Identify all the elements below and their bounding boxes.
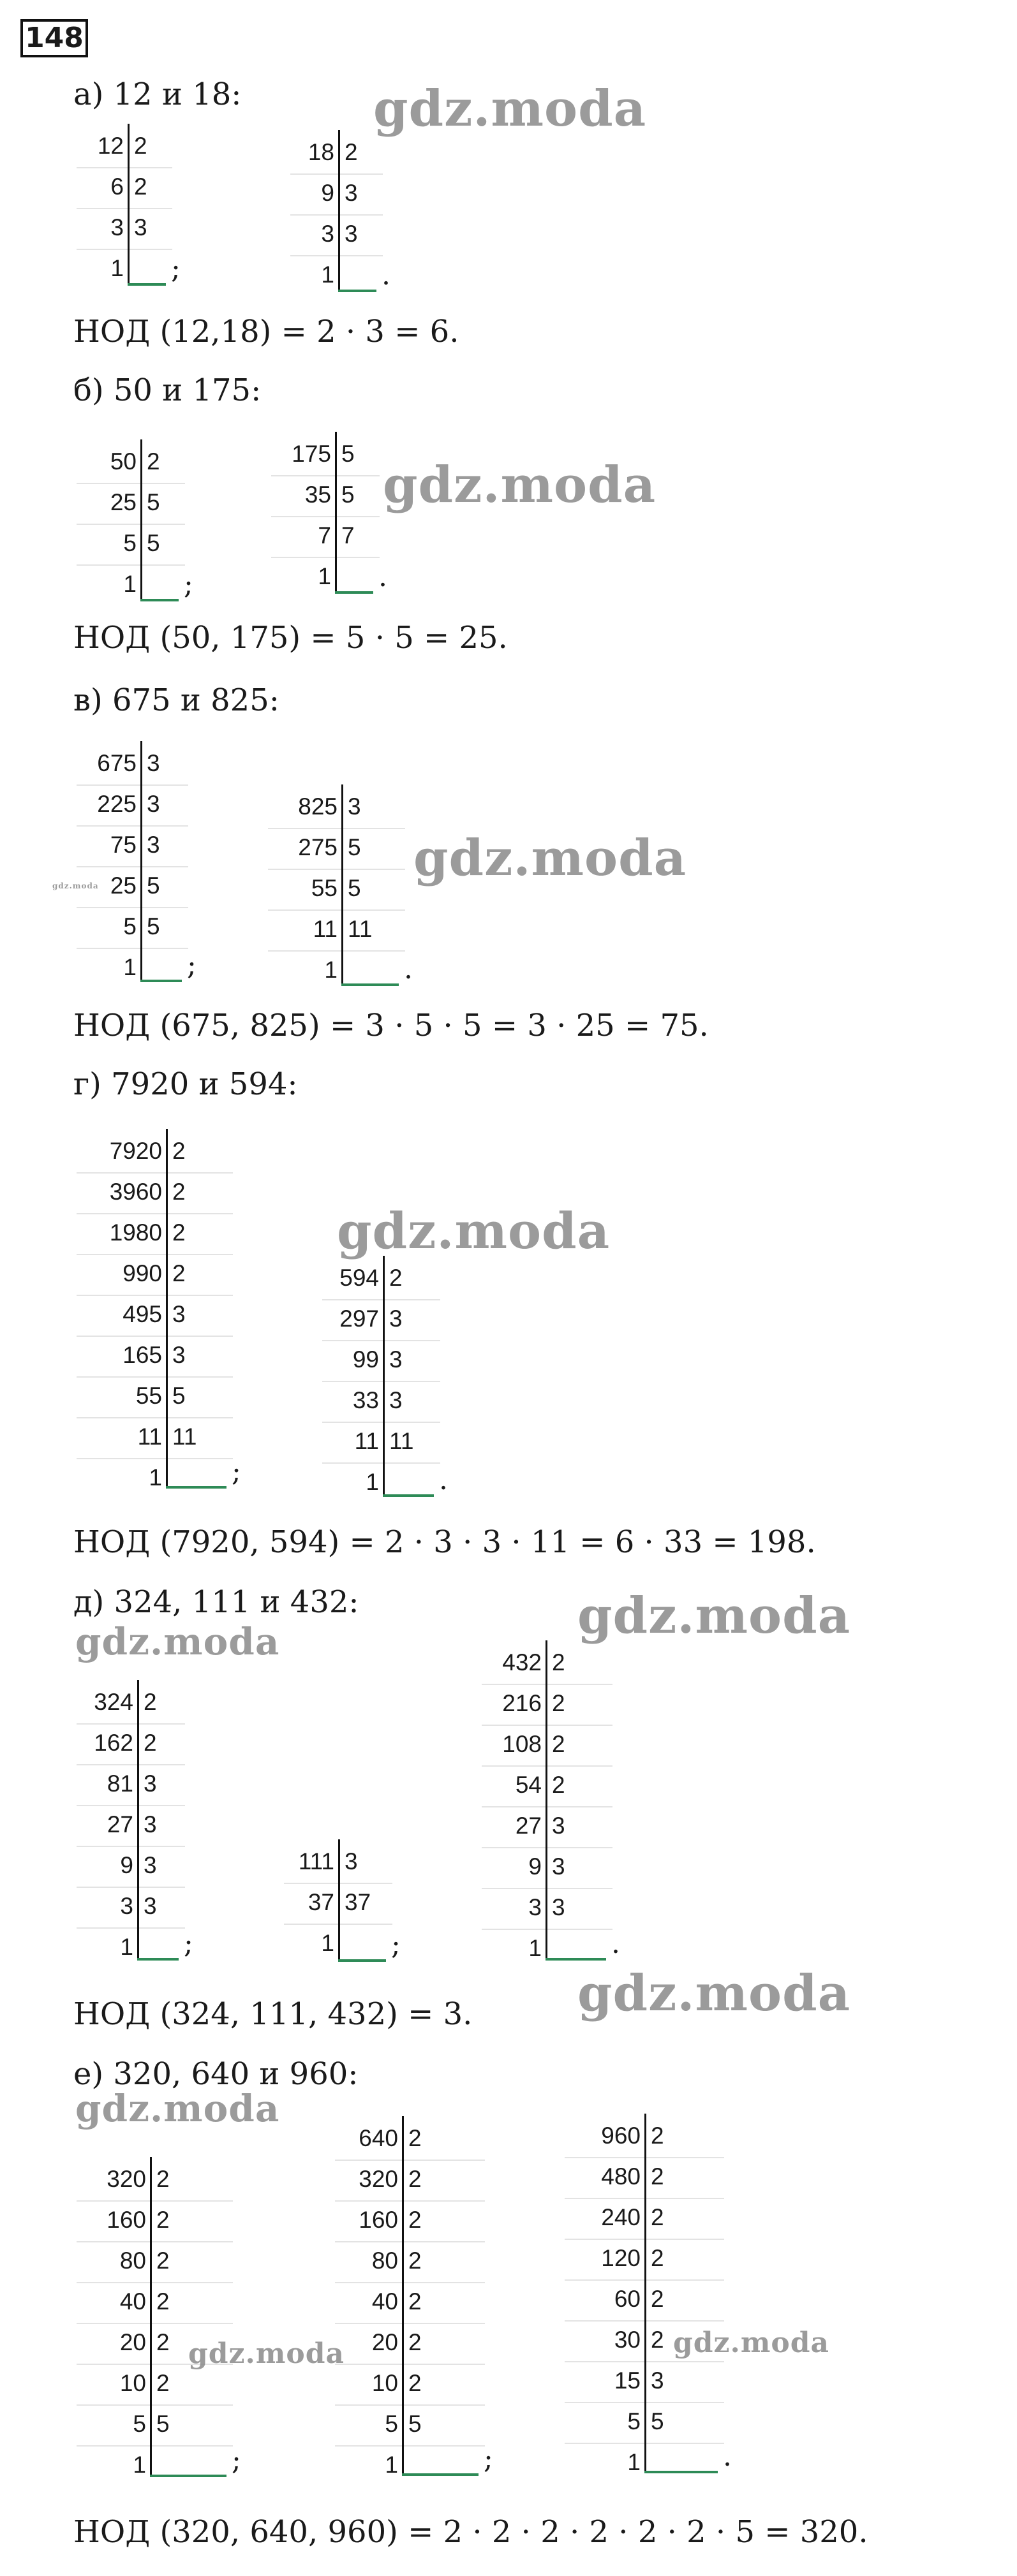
- dividend: 495: [122, 1301, 162, 1327]
- dividend: 37: [308, 1889, 334, 1915]
- prime-factor: 2: [408, 2207, 422, 2233]
- factor-table: [77, 2161, 241, 2486]
- factor-row: [77, 1888, 185, 1929]
- dividend: 1: [321, 261, 334, 288]
- prime-factor: 2: [408, 2166, 422, 2192]
- divider-line: [150, 2157, 152, 2476]
- factor-table: [335, 2120, 493, 2486]
- dividend: 297: [339, 1306, 379, 1332]
- watermark: gdz.moda: [75, 2087, 280, 2130]
- prime-factor: 2: [552, 1772, 565, 1798]
- dividend: 6: [110, 173, 124, 200]
- factor-row: [271, 517, 380, 558]
- prime-factor: 37: [345, 1889, 371, 1915]
- dividend: 27: [107, 1811, 133, 1837]
- watermark: gdz.moda: [383, 456, 657, 514]
- factor-row: [322, 1382, 440, 1423]
- factor-row: [77, 1765, 185, 1806]
- section-e-label: е) 320, 640 и 960:: [73, 2056, 359, 2092]
- dividend: 60: [614, 2286, 641, 2312]
- prime-factor: 5: [147, 530, 160, 556]
- factor-row: [335, 2283, 485, 2324]
- dividend: 324: [94, 1689, 133, 1715]
- dividend: 11: [313, 916, 338, 942]
- prime-factor: 2: [156, 2329, 170, 2355]
- dividend: 1: [528, 1935, 542, 1961]
- dividend: 225: [97, 791, 137, 817]
- factor-row: [77, 2406, 233, 2447]
- prime-factor: 2: [651, 2163, 664, 2190]
- watermark: gdz.moda: [413, 829, 687, 887]
- dividend: 175: [292, 441, 331, 467]
- prime-factor: 3: [552, 1894, 565, 1920]
- prime-factor: 3: [134, 214, 147, 240]
- factor-row: [77, 1214, 233, 1255]
- divider-line: [166, 1129, 168, 1487]
- factor-row: [77, 949, 188, 989]
- factor-row: [77, 1684, 185, 1725]
- factor-row: [77, 1378, 233, 1418]
- dividend: 594: [339, 1265, 379, 1291]
- watermark: gdz.moda: [373, 80, 647, 138]
- factor-table: [482, 1644, 620, 1969]
- dividend: 27: [515, 1813, 542, 1839]
- dividend: 1: [321, 1930, 334, 1956]
- dividend: 5: [627, 2408, 641, 2434]
- divider-line: [546, 1640, 547, 1959]
- prime-factor: 11: [389, 1428, 414, 1454]
- section-g-result: НОД (7920, 594) = 2 · 3 · 3 · 11 = 6 · 33 = 198.: [73, 1524, 816, 1560]
- section-e-result: НОД (320, 640, 960) = 2 · 2 · 2 · 2 · 2 · 2 · 5 = 320.: [73, 2514, 868, 2550]
- table-end-mark: ;: [484, 2443, 493, 2475]
- prime-factor: 3: [389, 1346, 403, 1373]
- section-b-label: б) 50 и 175:: [73, 372, 262, 408]
- prime-factor: 3: [144, 1852, 157, 1878]
- factor-row: [322, 1341, 440, 1382]
- factor-row: [77, 2242, 233, 2283]
- prime-factor: 2: [172, 1260, 186, 1286]
- watermark: gdz.moda: [188, 2337, 345, 2370]
- divider-line: [644, 2114, 646, 2472]
- dividend: 1: [123, 954, 137, 980]
- dividend: 480: [601, 2163, 641, 2190]
- section-g-label: г) 7920 и 594:: [73, 1066, 298, 1102]
- factor-row: [77, 443, 185, 484]
- dividend: 3: [110, 214, 124, 240]
- factor-row: [335, 2242, 485, 2283]
- prime-factor: 2: [651, 2204, 664, 2230]
- prime-factor: 2: [651, 2123, 664, 2149]
- factor-row: [335, 2202, 485, 2242]
- dividend: 1: [366, 1469, 379, 1495]
- prime-factor: 5: [147, 913, 160, 939]
- dividend: 11: [354, 1428, 379, 1454]
- prime-factor: 2: [552, 1690, 565, 1716]
- prime-factor: 3: [144, 1811, 157, 1837]
- dividend: 320: [107, 2166, 146, 2192]
- prime-factor: 2: [144, 1730, 157, 1756]
- dividend: 5: [123, 530, 137, 556]
- dividend: 80: [119, 2248, 146, 2274]
- dividend: 5: [385, 2411, 398, 2437]
- section-d-result: НОД (324, 111, 432) = 3.: [73, 1996, 473, 2032]
- dividend: 40: [119, 2288, 146, 2315]
- factor-row: [77, 1296, 233, 1337]
- table-end-mark: ;: [184, 1927, 193, 1960]
- dividend: 55: [135, 1383, 162, 1409]
- watermark: gdz.moda: [673, 2327, 830, 2359]
- prime-factor: 2: [156, 2248, 170, 2274]
- factor-row: [77, 1133, 233, 1174]
- factor-row: [77, 908, 188, 949]
- factor-row: [335, 2447, 485, 2486]
- section-d-label: д) 324, 111 и 432:: [73, 1584, 359, 1620]
- end-underline: [338, 1959, 386, 1962]
- end-underline: [546, 1958, 606, 1961]
- prime-factor: 2: [156, 2370, 170, 2396]
- factor-row: [77, 128, 172, 168]
- prime-factor: 2: [172, 1179, 186, 1205]
- factor-row: [77, 2161, 233, 2202]
- dividend: 160: [359, 2207, 398, 2233]
- dividend: 675: [97, 750, 137, 776]
- prime-factor: 3: [147, 832, 160, 858]
- dividend: 25: [110, 872, 137, 899]
- prime-factor: 3: [389, 1387, 403, 1413]
- factor-row: [77, 1806, 185, 1847]
- dividend: 80: [371, 2248, 398, 2274]
- factor-row: [77, 168, 172, 209]
- dividend: 9: [321, 180, 334, 206]
- factor-row: [77, 1725, 185, 1765]
- prime-factor: 3: [389, 1306, 403, 1332]
- prime-factor: 3: [144, 1770, 157, 1797]
- factor-row: [77, 786, 188, 827]
- factor-row: [77, 2365, 233, 2406]
- watermark: gdz.moda: [577, 1964, 851, 2022]
- factor-row: [77, 1847, 185, 1888]
- prime-factor: 2: [651, 2245, 664, 2271]
- dividend: 10: [371, 2370, 398, 2396]
- prime-factor: 3: [345, 1848, 358, 1874]
- factor-row: [271, 476, 380, 517]
- dividend: 1: [324, 957, 338, 983]
- prime-factor: 3: [144, 1893, 157, 1919]
- table-end-mark: .: [723, 2440, 732, 2473]
- section-a-result: НОД (12,18) = 2 · 3 = 6.: [73, 314, 459, 350]
- factor-table: [271, 436, 387, 598]
- end-underline: [137, 1958, 179, 1961]
- dividend: 120: [601, 2245, 641, 2271]
- dividend: 30: [614, 2327, 641, 2353]
- factor-table: [77, 745, 197, 989]
- prime-factor: 5: [147, 489, 160, 515]
- table-end-mark: ;: [232, 1455, 241, 1488]
- divider-line: [338, 1839, 340, 1961]
- watermark: gdz.moda: [337, 1202, 611, 1260]
- dividend: 960: [601, 2123, 641, 2149]
- factor-table: [565, 2117, 732, 2484]
- dividend: 1980: [109, 1219, 162, 1246]
- table-end-mark: .: [439, 1464, 448, 1496]
- dividend: 1: [318, 563, 331, 589]
- dividend: 1: [385, 2452, 398, 2478]
- divider-line: [128, 124, 130, 284]
- prime-factor: 5: [651, 2408, 664, 2434]
- dividend: 75: [110, 832, 137, 858]
- prime-factor: 2: [552, 1731, 565, 1757]
- divider-line: [140, 741, 142, 981]
- prime-factor: 11: [172, 1424, 197, 1450]
- factor-row: [335, 2324, 485, 2365]
- dividend: 165: [122, 1342, 162, 1368]
- prime-factor: 2: [408, 2329, 422, 2355]
- dividend: 990: [122, 1260, 162, 1286]
- dividend: 50: [110, 448, 137, 475]
- prime-factor: 3: [172, 1301, 186, 1327]
- prime-factor: 5: [408, 2411, 422, 2437]
- table-end-mark: .: [378, 561, 387, 593]
- prime-factor: 2: [172, 1219, 186, 1246]
- factor-row: [268, 829, 405, 870]
- dividend: 35: [304, 482, 331, 508]
- divider-line: [402, 2116, 404, 2475]
- prime-factor: 2: [134, 173, 147, 200]
- table-end-mark: ;: [232, 2444, 241, 2477]
- prime-factor: 3: [552, 1853, 565, 1880]
- dividend: 12: [97, 133, 124, 159]
- dividend: 40: [371, 2288, 398, 2315]
- end-underline: [644, 2471, 718, 2473]
- factor-row: [290, 134, 383, 175]
- factor-row: [322, 1300, 440, 1341]
- prime-factor: 5: [147, 872, 160, 899]
- dividend: 1: [120, 1934, 133, 1960]
- dividend: 432: [502, 1649, 542, 1675]
- dividend: 825: [298, 793, 338, 820]
- prime-factor: 2: [156, 2207, 170, 2233]
- divider-line: [341, 784, 343, 985]
- end-underline: [140, 599, 179, 601]
- prime-factor: 2: [408, 2125, 422, 2151]
- divider-line: [338, 130, 340, 291]
- prime-factor: 5: [341, 441, 355, 467]
- dividend: 1: [110, 255, 124, 281]
- table-end-mark: ;: [391, 1929, 401, 1961]
- factor-row: [322, 1464, 440, 1503]
- factor-row: [322, 1423, 440, 1464]
- dividend: 111: [298, 1848, 334, 1874]
- dividend: 5: [123, 913, 137, 939]
- dividend: 55: [311, 875, 338, 901]
- divider-line: [140, 439, 142, 600]
- factor-table: [77, 1133, 241, 1499]
- end-underline: [150, 2475, 226, 2477]
- prime-factor: 2: [172, 1138, 186, 1164]
- end-underline: [402, 2473, 479, 2476]
- prime-factor: 2: [156, 2288, 170, 2315]
- factor-row: [77, 1929, 185, 1968]
- end-underline: [338, 290, 376, 292]
- dividend: 1: [123, 571, 137, 597]
- factor-table: [77, 128, 181, 290]
- prime-factor: 2: [134, 133, 147, 159]
- end-underline: [140, 980, 182, 982]
- dividend: 3: [528, 1894, 542, 1920]
- dividend: 99: [352, 1346, 379, 1373]
- factor-row: [335, 2365, 485, 2406]
- dividend: 160: [107, 2207, 146, 2233]
- dividend: 108: [502, 1731, 542, 1757]
- table-end-mark: .: [611, 1927, 620, 1960]
- prime-factor: 3: [147, 750, 160, 776]
- end-underline: [335, 591, 373, 594]
- divider-line: [335, 432, 337, 592]
- table-end-mark: .: [382, 259, 390, 291]
- divider-line: [137, 1680, 139, 1959]
- watermark: gdz.moda: [52, 881, 99, 890]
- problem-number: 148: [20, 19, 88, 57]
- factor-row: [268, 788, 405, 829]
- prime-factor: 11: [348, 916, 373, 942]
- table-end-mark: ;: [184, 568, 193, 601]
- dividend: 20: [371, 2329, 398, 2355]
- end-underline: [166, 1486, 226, 1489]
- factor-row: [77, 2283, 233, 2324]
- factor-row: [77, 1337, 233, 1378]
- dividend: 9: [120, 1852, 133, 1878]
- prime-factor: 2: [389, 1265, 403, 1291]
- section-a-label: а) 12 и 18:: [73, 77, 242, 112]
- dividend: 1: [627, 2449, 641, 2475]
- factor-table: [77, 443, 193, 605]
- dividend: 1: [133, 2452, 146, 2478]
- prime-factor: 2: [345, 139, 358, 165]
- prime-factor: 2: [651, 2286, 664, 2312]
- factor-row: [77, 1255, 233, 1296]
- dividend: 18: [308, 139, 334, 165]
- prime-factor: 7: [341, 522, 355, 548]
- factor-row: [271, 436, 380, 476]
- prime-factor: 2: [147, 448, 160, 475]
- prime-factor: 3: [345, 221, 358, 247]
- factor-row: [268, 870, 405, 911]
- dividend: 216: [502, 1690, 542, 1716]
- dividend: 3960: [109, 1179, 162, 1205]
- factor-table: [284, 1843, 401, 1964]
- factor-row: [322, 1260, 440, 1300]
- prime-factor: 3: [552, 1813, 565, 1839]
- dividend: 10: [119, 2370, 146, 2396]
- factor-table: [268, 788, 413, 991]
- dividend: 81: [107, 1770, 133, 1797]
- end-underline: [128, 283, 166, 286]
- end-underline: [383, 1494, 434, 1497]
- section-b-result: НОД (50, 175) = 5 · 5 = 25.: [73, 620, 508, 656]
- table-end-mark: .: [404, 953, 413, 985]
- factor-row: [77, 484, 185, 525]
- table-end-mark: ;: [171, 253, 181, 285]
- prime-factor: 5: [341, 482, 355, 508]
- prime-factor: 5: [348, 875, 361, 901]
- factor-row: [77, 827, 188, 867]
- dividend: 7920: [109, 1138, 162, 1164]
- factor-row: [77, 745, 188, 786]
- dividend: 640: [359, 2125, 398, 2151]
- dividend: 3: [321, 221, 334, 247]
- factor-row: [77, 1418, 233, 1459]
- prime-factor: 5: [348, 834, 361, 860]
- prime-factor: 2: [408, 2288, 422, 2315]
- prime-factor: 3: [147, 791, 160, 817]
- prime-factor: 3: [172, 1342, 186, 1368]
- prime-factor: 5: [156, 2411, 170, 2437]
- dividend: 54: [515, 1772, 542, 1798]
- table-end-mark: ;: [187, 949, 197, 982]
- factor-row: [77, 525, 185, 566]
- factor-row: [290, 175, 383, 216]
- dividend: 1: [149, 1464, 162, 1490]
- factor-row: [268, 911, 405, 952]
- factor-row: [335, 2120, 485, 2161]
- dividend: 33: [352, 1387, 379, 1413]
- prime-factor: 2: [144, 1689, 157, 1715]
- prime-factor: 2: [552, 1649, 565, 1675]
- section-v-result: НОД (675, 825) = 3 · 5 · 5 = 3 · 25 = 75.: [73, 1008, 709, 1043]
- dividend: 3: [120, 1893, 133, 1919]
- prime-factor: 3: [348, 793, 361, 820]
- factor-row: [77, 2447, 233, 2486]
- dividend: 5: [133, 2411, 146, 2437]
- factor-row: [335, 2161, 485, 2202]
- factor-table: [322, 1260, 448, 1503]
- dividend: 15: [614, 2367, 641, 2394]
- dividend: 25: [110, 489, 137, 515]
- factor-row: [77, 1174, 233, 1214]
- dividend: 7: [318, 522, 331, 548]
- factor-row: [77, 209, 172, 250]
- section-v-label: в) 675 и 825:: [73, 682, 279, 718]
- dividend: 320: [359, 2166, 398, 2192]
- watermark: gdz.moda: [577, 1587, 851, 1645]
- prime-factor: 2: [651, 2327, 664, 2353]
- dividend: 9: [528, 1853, 542, 1880]
- factor-row: [77, 2202, 233, 2242]
- dividend: 275: [298, 834, 338, 860]
- prime-factor: 2: [408, 2370, 422, 2396]
- dividend: 162: [94, 1730, 133, 1756]
- factor-row: [335, 2406, 485, 2447]
- end-underline: [341, 983, 399, 986]
- dividend: 11: [137, 1424, 162, 1450]
- factor-table: [77, 1684, 193, 1968]
- watermark: gdz.moda: [75, 1620, 280, 1663]
- factor-row: [77, 1459, 233, 1499]
- prime-factor: 2: [156, 2166, 170, 2192]
- factor-table: [290, 134, 390, 296]
- prime-factor: 3: [345, 180, 358, 206]
- divider-line: [383, 1256, 385, 1496]
- dividend: 240: [601, 2204, 641, 2230]
- prime-factor: 5: [172, 1383, 186, 1409]
- prime-factor: 2: [408, 2248, 422, 2274]
- dividend: 20: [119, 2329, 146, 2355]
- prime-factor: 3: [651, 2367, 664, 2394]
- factor-row: [290, 216, 383, 256]
